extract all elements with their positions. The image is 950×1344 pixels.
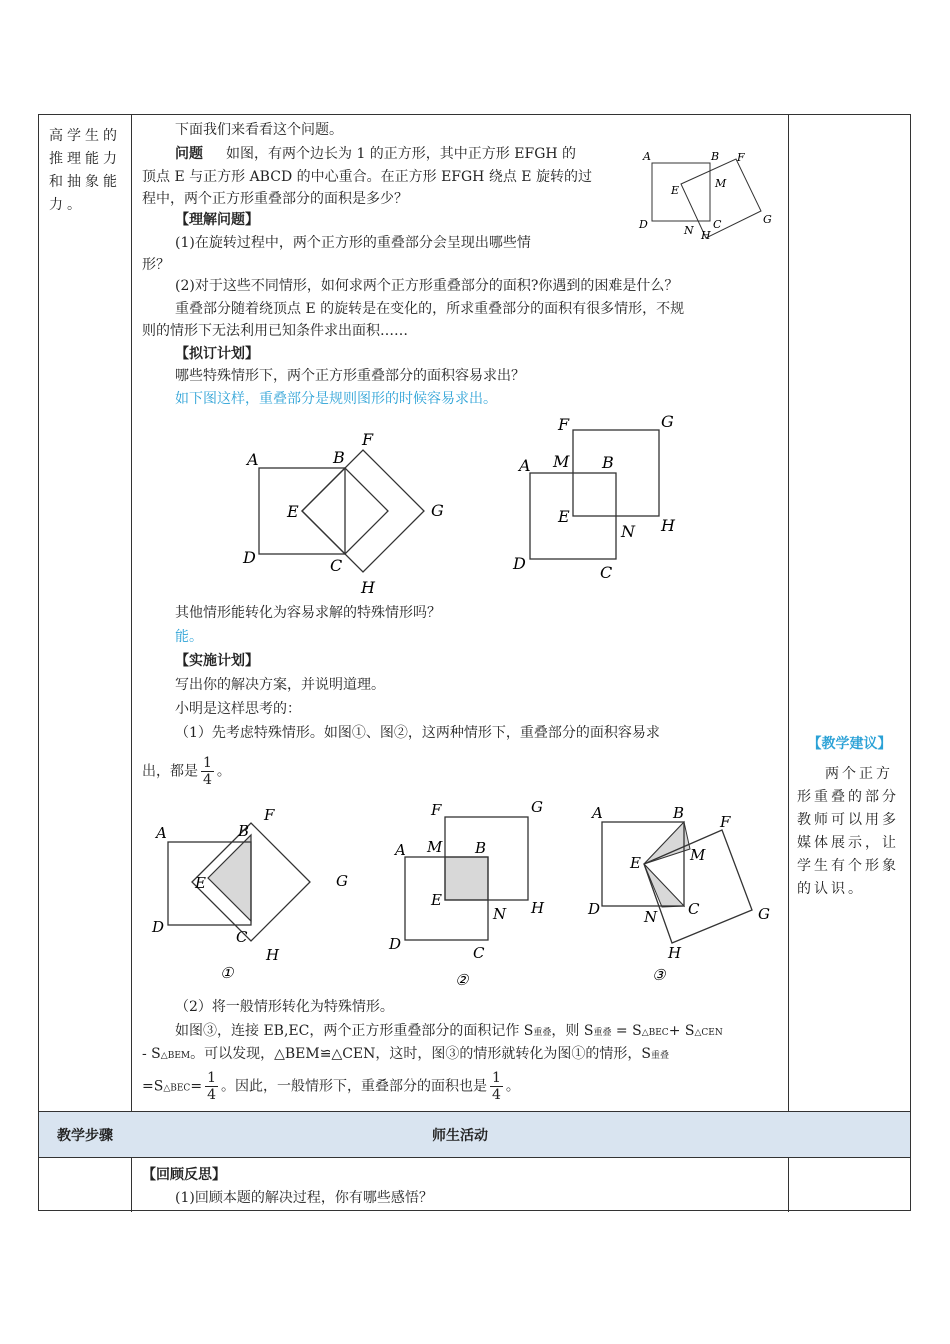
label-D: D xyxy=(389,935,402,953)
label-G: G xyxy=(661,412,674,431)
label-A: A xyxy=(247,450,259,469)
sub-bem: △BEM xyxy=(160,1051,191,1061)
fraction-numerator: 1 xyxy=(203,755,212,771)
analysis-line-1: 重叠部分随着绕顶点 E 的旋转是在变化的，所求重叠部分的面积有很多情形，不规 xyxy=(175,301,685,317)
label-E: E xyxy=(671,184,680,197)
s2l1-a: 如图③，连接 EB,EC，两个正方形重叠部分的面积记作 S xyxy=(175,1023,534,1039)
sub-overlap: 重叠 xyxy=(533,1028,552,1038)
label-G: G xyxy=(336,872,348,890)
label-B: B xyxy=(238,822,250,840)
label-E: E xyxy=(431,891,442,909)
label-N: N xyxy=(644,908,658,926)
label-A: A xyxy=(395,841,406,859)
label-B: B xyxy=(602,453,614,472)
intro-text: 下面我们来看看这个问题。 xyxy=(175,122,343,138)
label-A: A xyxy=(519,456,531,475)
label-G: G xyxy=(531,798,543,816)
label-D: D xyxy=(588,900,601,918)
analysis-line-2: 则的情形下无法利用已知条件求出面积…… xyxy=(142,323,408,339)
label-C: C xyxy=(688,900,700,918)
label-H: H xyxy=(701,229,711,240)
step-2-line-3 xyxy=(142,1070,520,1103)
label-A: A xyxy=(643,150,651,163)
figure-3 xyxy=(580,800,780,990)
sub-bec-2: △BEC xyxy=(163,1083,191,1094)
step-1-prefix: 出，都是 xyxy=(142,763,198,780)
label-F: F xyxy=(737,151,745,164)
problem-line-1: 如图，有两个边长为 1 的正方形，其中正方形 EFGH 的 xyxy=(226,146,577,162)
step-1-line-2 xyxy=(142,755,231,788)
label-F: F xyxy=(720,813,731,831)
row-divider-top xyxy=(39,1111,910,1112)
s2l1-c: = S xyxy=(611,1023,642,1039)
label-C: C xyxy=(713,218,722,231)
figure-label-2: ② xyxy=(455,971,469,989)
label-B: B xyxy=(673,804,685,822)
figure-1 xyxy=(148,800,358,990)
label-M: M xyxy=(690,846,706,864)
question-1-line-1: (1)在旋转过程中，两个正方形的重叠部分会呈现出哪些情 xyxy=(175,235,531,251)
s2l2-a: - S xyxy=(142,1046,161,1062)
label-G: G xyxy=(763,213,772,226)
figure-label-3: ③ xyxy=(652,966,666,984)
square-abcd xyxy=(652,163,710,221)
label-N: N xyxy=(493,905,507,923)
implement-heading: 【实施计划】 xyxy=(175,653,259,669)
fraction-denominator-3: 4 xyxy=(491,1087,501,1103)
label-D: D xyxy=(243,548,256,567)
label-H: H xyxy=(361,578,375,597)
teaching-advice-body: 两个正方形重叠的部分教师可以用多媒体展示，让学生有个形象的认识。 xyxy=(797,766,899,897)
review-heading: 【回顾反思】 xyxy=(142,1167,226,1183)
label-H: H xyxy=(531,899,545,917)
label-D: D xyxy=(513,554,526,573)
fraction-one-quarter xyxy=(201,755,214,788)
label-C: C xyxy=(473,944,485,962)
label-C: C xyxy=(600,563,613,582)
fraction-denominator: 4 xyxy=(203,772,212,788)
column-divider-2 xyxy=(788,115,789,1212)
understand-heading: 【理解问题】 xyxy=(175,212,259,228)
problem-line-3: 程中，两个正方形重叠部分的面积是多少？ xyxy=(142,191,408,207)
label-G: G xyxy=(758,905,770,923)
column-divider-1 xyxy=(131,115,132,1212)
header-activities: 师生活动 xyxy=(432,1128,488,1144)
label-E: E xyxy=(287,502,299,521)
sub-bec: △BEC xyxy=(641,1028,669,1038)
s2l1-b: ，则 S xyxy=(551,1023,594,1039)
header-teaching-steps: 教学步骤 xyxy=(57,1128,113,1144)
figure-2 xyxy=(385,795,565,990)
implement-line-2: 小明是这样思考的： xyxy=(175,701,301,717)
review-line-1: (1)回顾本题的解决过程，你有哪些感悟？ xyxy=(175,1190,433,1206)
convert-answer: 能。 xyxy=(175,629,203,645)
label-A: A xyxy=(156,824,167,842)
s2l3-c: 。因此，一般情形下，重叠部分的面积也是 xyxy=(220,1078,487,1095)
figure-label-1: ① xyxy=(220,964,234,982)
label-E: E xyxy=(195,874,206,892)
step-2-line-2 xyxy=(142,1042,669,1068)
label-H: H xyxy=(266,946,280,964)
problem-label: 问题 xyxy=(175,146,203,162)
label-B: B xyxy=(711,150,720,163)
step-1-suffix: 。 xyxy=(216,763,231,780)
label-N: N xyxy=(684,224,694,237)
label-D: D xyxy=(639,218,648,231)
question-1-line-2: 形？ xyxy=(142,257,170,273)
problem-line-2: 顶点 E 与正方形 ABCD 的中心重合。在正方形 EFGH 绕点 E 旋转的过 xyxy=(142,169,592,185)
overlap-region-1 xyxy=(208,835,251,921)
s2l3-b: = xyxy=(190,1078,203,1095)
label-F: F xyxy=(264,806,275,824)
teaching-advice-heading: 【教学建议】 xyxy=(807,736,892,752)
triangle-bem xyxy=(644,822,690,864)
sub-overlap-2: 重叠 xyxy=(593,1028,612,1038)
plan-answer: 如下图这样，重叠部分是规则图形的时候容易求出。 xyxy=(175,391,497,407)
question-2: (2)对于这些不同情形，如何求两个正方形重叠部分的面积?你遇到的困难是什么？ xyxy=(175,278,679,294)
s2l3-a: =S xyxy=(142,1078,164,1095)
label-E: E xyxy=(630,854,641,872)
fraction-numerator-3: 1 xyxy=(491,1070,501,1086)
label-H: H xyxy=(668,944,682,962)
label-G: G xyxy=(431,501,444,520)
label-F: F xyxy=(431,801,442,819)
label-M: M xyxy=(427,838,443,856)
fraction-numerator-2: 1 xyxy=(207,1070,216,1086)
label-B: B xyxy=(475,839,487,857)
label-A: A xyxy=(592,804,603,822)
label-H: H xyxy=(661,516,675,535)
label-D: D xyxy=(152,918,165,936)
label-F: F xyxy=(362,430,374,449)
s2l3-d: 。 xyxy=(505,1078,520,1095)
implement-line-1: 写出你的解决方案，并说明道理。 xyxy=(175,677,385,693)
special-case-figure-1 xyxy=(235,425,465,600)
s2l2-b: 。可以发现，△BEM≌△CEN，这时，图③的情形就转化为图①的情形，S xyxy=(190,1046,651,1062)
label-F: F xyxy=(558,415,570,434)
convert-question: 其他情形能转化为容易求解的特殊情形吗？ xyxy=(175,605,441,621)
plan-question: 哪些特殊情形下，两个正方形重叠部分的面积容易求出？ xyxy=(175,368,525,384)
fraction-denominator-2: 4 xyxy=(207,1087,216,1103)
step-2-heading: （2）将一般情形转化为特殊情形。 xyxy=(175,999,394,1015)
plan-heading: 【拟订计划】 xyxy=(175,346,259,362)
special-case-figure-2 xyxy=(505,408,690,583)
label-N: N xyxy=(621,522,635,541)
label-C: C xyxy=(330,556,343,575)
sub-cen: △CEN xyxy=(694,1028,723,1038)
overlap-region-2 xyxy=(445,857,488,900)
row-divider-bottom xyxy=(39,1157,910,1158)
label-B: B xyxy=(333,448,345,467)
problem-figure xyxy=(635,145,780,240)
fraction-one-quarter-3 xyxy=(490,1070,503,1103)
label-E: E xyxy=(558,507,570,526)
sub-overlap-3: 重叠 xyxy=(651,1051,670,1061)
label-M: M xyxy=(715,177,727,190)
left-column-text: 高学生的推理能力和抽象能力。 xyxy=(49,128,121,213)
step-1-line-1: （1）先考虑特殊情形。如图①、图②，这两种情形下，重叠部分的面积容易求 xyxy=(175,725,660,741)
fraction-one-quarter-2 xyxy=(205,1070,218,1103)
triangle-cen xyxy=(644,864,684,907)
label-M: M xyxy=(553,452,570,471)
label-C: C xyxy=(236,928,248,946)
s2l1-d: + S xyxy=(668,1023,695,1039)
